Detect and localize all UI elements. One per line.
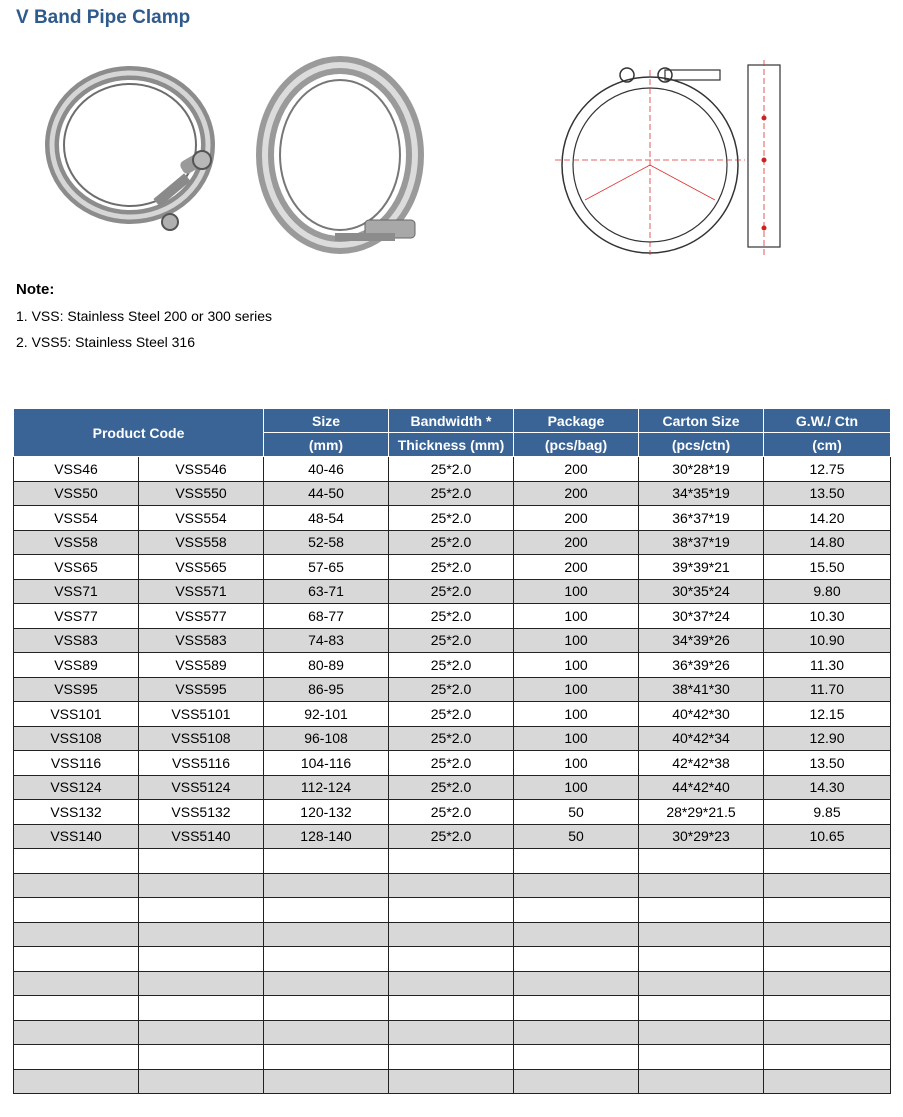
cell-package: 200 <box>514 555 639 580</box>
empty-cell <box>139 873 264 898</box>
cell-carton-size: 36*39*26 <box>639 653 764 678</box>
table-row <box>14 457 891 482</box>
cell-gw: 14.30 <box>764 775 891 800</box>
cell-bandwidth: 25*2.0 <box>389 481 514 506</box>
cell-product-code-vss: VSS65 <box>14 555 139 580</box>
cell-carton-size: 30*37*24 <box>639 604 764 629</box>
empty-cell <box>389 1045 514 1070</box>
cell-carton-size: 38*41*30 <box>639 677 764 702</box>
cell-bandwidth: 25*2.0 <box>389 628 514 653</box>
cell-bandwidth: 25*2.0 <box>389 555 514 580</box>
cell-product-code-vss5: VSS5124 <box>139 775 264 800</box>
cell-carton-size: 36*37*19 <box>639 506 764 531</box>
cell-product-code-vss: VSS116 <box>14 751 139 776</box>
empty-cell <box>264 996 389 1021</box>
cell-bandwidth: 25*2.0 <box>389 751 514 776</box>
table-row <box>14 653 891 678</box>
cell-carton-size: 34*35*19 <box>639 481 764 506</box>
empty-cell <box>514 922 639 947</box>
page-title: V Band Pipe Clamp <box>16 7 191 28</box>
empty-cell <box>139 898 264 923</box>
cell-bandwidth: 25*2.0 <box>389 506 514 531</box>
cell-package: 200 <box>514 457 639 482</box>
cell-size: 104-116 <box>264 751 389 776</box>
note-item-vss5: 2. VSS5: Stainless Steel 316 <box>16 334 195 350</box>
empty-cell <box>14 1045 139 1070</box>
cell-bandwidth: 25*2.0 <box>389 579 514 604</box>
empty-cell <box>139 849 264 874</box>
cell-product-code-vss: VSS140 <box>14 824 139 849</box>
cell-size: 120-132 <box>264 800 389 825</box>
empty-cell <box>514 996 639 1021</box>
empty-cell <box>514 971 639 996</box>
cell-gw: 12.15 <box>764 702 891 727</box>
cell-package: 100 <box>514 775 639 800</box>
clamp-photo-angled <box>245 55 435 255</box>
clamp-drawing <box>555 60 800 260</box>
empty-cell <box>639 947 764 972</box>
empty-cell <box>264 1069 389 1094</box>
cell-product-code-vss5: VSS554 <box>139 506 264 531</box>
cell-product-code-vss5: VSS5132 <box>139 800 264 825</box>
cell-bandwidth: 25*2.0 <box>389 775 514 800</box>
cell-product-code-vss: VSS77 <box>14 604 139 629</box>
cell-carton-size: 28*29*21.5 <box>639 800 764 825</box>
note-heading: Note: <box>16 281 55 298</box>
empty-cell <box>14 996 139 1021</box>
cell-size: 128-140 <box>264 824 389 849</box>
table-row <box>14 800 891 825</box>
empty-cell <box>139 1045 264 1070</box>
table-row <box>14 677 891 702</box>
cell-gw: 12.75 <box>764 457 891 482</box>
cell-gw: 10.65 <box>764 824 891 849</box>
table-row <box>14 824 891 849</box>
empty-cell <box>14 1069 139 1094</box>
cell-size: 74-83 <box>264 628 389 653</box>
cell-product-code-vss: VSS46 <box>14 457 139 482</box>
cell-gw: 11.70 <box>764 677 891 702</box>
empty-cell <box>389 922 514 947</box>
empty-cell <box>264 1020 389 1045</box>
cell-product-code-vss5: VSS550 <box>139 481 264 506</box>
cell-gw: 9.80 <box>764 579 891 604</box>
cell-package: 200 <box>514 481 639 506</box>
empty-cell <box>139 922 264 947</box>
cell-product-code-vss: VSS89 <box>14 653 139 678</box>
cell-bandwidth: 25*2.0 <box>389 824 514 849</box>
table-row-empty <box>14 947 891 972</box>
empty-cell <box>264 849 389 874</box>
cell-bandwidth: 25*2.0 <box>389 702 514 727</box>
table-row-empty <box>14 922 891 947</box>
cell-size: 92-101 <box>264 702 389 727</box>
product-images <box>0 50 903 265</box>
table-row-empty <box>14 996 891 1021</box>
empty-cell <box>639 1045 764 1070</box>
cell-package: 100 <box>514 751 639 776</box>
empty-cell <box>264 971 389 996</box>
header-gw: G.W./ Ctn <box>764 409 891 433</box>
cell-carton-size: 40*42*30 <box>639 702 764 727</box>
table-row-empty <box>14 898 891 923</box>
empty-cell <box>514 1020 639 1045</box>
cell-package: 100 <box>514 653 639 678</box>
table-row-empty <box>14 971 891 996</box>
table-row <box>14 604 891 629</box>
cell-package: 100 <box>514 604 639 629</box>
empty-cell <box>139 1020 264 1045</box>
empty-cell <box>14 1020 139 1045</box>
empty-cell <box>264 898 389 923</box>
cell-product-code-vss5: VSS5140 <box>139 824 264 849</box>
cell-product-code-vss: VSS71 <box>14 579 139 604</box>
cell-carton-size: 30*29*23 <box>639 824 764 849</box>
empty-cell <box>514 849 639 874</box>
cell-carton-size: 38*37*19 <box>639 530 764 555</box>
cell-bandwidth: 25*2.0 <box>389 604 514 629</box>
cell-product-code-vss: VSS58 <box>14 530 139 555</box>
empty-cell <box>764 971 891 996</box>
cell-product-code-vss5: VSS577 <box>139 604 264 629</box>
cell-package: 100 <box>514 726 639 751</box>
cell-product-code-vss5: VSS571 <box>139 579 264 604</box>
cell-bandwidth: 25*2.0 <box>389 457 514 482</box>
empty-cell <box>139 947 264 972</box>
cell-gw: 12.90 <box>764 726 891 751</box>
cell-gw: 13.50 <box>764 481 891 506</box>
cell-product-code-vss5: VSS5108 <box>139 726 264 751</box>
empty-cell <box>139 971 264 996</box>
empty-cell <box>14 898 139 923</box>
table-row-empty <box>14 1045 891 1070</box>
cell-size: 96-108 <box>264 726 389 751</box>
empty-cell <box>639 1069 764 1094</box>
empty-cell <box>14 849 139 874</box>
cell-bandwidth: 25*2.0 <box>389 530 514 555</box>
cell-package: 50 <box>514 800 639 825</box>
cell-bandwidth: 25*2.0 <box>389 726 514 751</box>
note-item-vss: 1. VSS: Stainless Steel 200 or 300 series <box>16 308 273 324</box>
cell-product-code-vss: VSS54 <box>14 506 139 531</box>
empty-cell <box>639 922 764 947</box>
empty-cell <box>264 922 389 947</box>
empty-cell <box>389 873 514 898</box>
cell-size: 112-124 <box>264 775 389 800</box>
table-header-row <box>14 409 891 433</box>
empty-cell <box>264 873 389 898</box>
header-size-unit: (mm) <box>264 433 389 457</box>
empty-cell <box>764 996 891 1021</box>
empty-cell <box>764 947 891 972</box>
empty-cell <box>764 922 891 947</box>
empty-cell <box>139 1069 264 1094</box>
table-row-empty <box>14 1020 891 1045</box>
header-bandwidth: Bandwidth * <box>389 409 514 433</box>
cell-package: 50 <box>514 824 639 849</box>
cell-product-code-vss: VSS95 <box>14 677 139 702</box>
cell-product-code-vss: VSS83 <box>14 628 139 653</box>
header-thickness: Thickness (mm) <box>389 433 514 457</box>
cell-bandwidth: 25*2.0 <box>389 677 514 702</box>
empty-cell <box>14 922 139 947</box>
cell-size: 86-95 <box>264 677 389 702</box>
table-row <box>14 726 891 751</box>
cell-carton-size: 30*35*24 <box>639 579 764 604</box>
cell-product-code-vss: VSS124 <box>14 775 139 800</box>
empty-cell <box>14 873 139 898</box>
cell-product-code-vss5: VSS589 <box>139 653 264 678</box>
empty-cell <box>389 1069 514 1094</box>
empty-cell <box>14 947 139 972</box>
empty-cell <box>514 1069 639 1094</box>
cell-package: 200 <box>514 506 639 531</box>
spec-table <box>13 408 891 1094</box>
empty-cell <box>639 849 764 874</box>
header-product-code: Product Code <box>14 409 264 457</box>
empty-cell <box>139 996 264 1021</box>
cell-package: 100 <box>514 579 639 604</box>
empty-cell <box>764 898 891 923</box>
cell-product-code-vss: VSS50 <box>14 481 139 506</box>
table-row <box>14 579 891 604</box>
empty-cell <box>764 873 891 898</box>
cell-carton-size: 30*28*19 <box>639 457 764 482</box>
cell-package: 100 <box>514 628 639 653</box>
empty-cell <box>639 996 764 1021</box>
table-row <box>14 506 891 531</box>
header-size: Size <box>264 409 389 433</box>
cell-bandwidth: 25*2.0 <box>389 653 514 678</box>
cell-gw: 15.50 <box>764 555 891 580</box>
cell-product-code-vss: VSS132 <box>14 800 139 825</box>
cell-gw: 14.20 <box>764 506 891 531</box>
cell-size: 48-54 <box>264 506 389 531</box>
cell-product-code-vss5: VSS546 <box>139 457 264 482</box>
header-package: Package <box>514 409 639 433</box>
header-carton-unit: (pcs/ctn) <box>639 433 764 457</box>
empty-cell <box>264 947 389 972</box>
empty-cell <box>764 1069 891 1094</box>
empty-cell <box>639 971 764 996</box>
empty-cell <box>639 1020 764 1045</box>
empty-cell <box>514 898 639 923</box>
empty-cell <box>764 1045 891 1070</box>
empty-cell <box>389 849 514 874</box>
table-row <box>14 530 891 555</box>
cell-product-code-vss5: VSS5101 <box>139 702 264 727</box>
table-row-empty <box>14 873 891 898</box>
cell-carton-size: 40*42*34 <box>639 726 764 751</box>
cell-gw: 13.50 <box>764 751 891 776</box>
table-row-empty <box>14 849 891 874</box>
header-carton: Carton Size <box>639 409 764 433</box>
cell-package: 200 <box>514 530 639 555</box>
header-gw-unit: (cm) <box>764 433 891 457</box>
empty-cell <box>514 947 639 972</box>
cell-size: 68-77 <box>264 604 389 629</box>
empty-cell <box>639 873 764 898</box>
cell-product-code-vss5: VSS558 <box>139 530 264 555</box>
cell-size: 52-58 <box>264 530 389 555</box>
cell-carton-size: 39*39*21 <box>639 555 764 580</box>
cell-product-code-vss5: VSS595 <box>139 677 264 702</box>
cell-package: 100 <box>514 677 639 702</box>
cell-size: 63-71 <box>264 579 389 604</box>
empty-cell <box>389 996 514 1021</box>
header-package-unit: (pcs/bag) <box>514 433 639 457</box>
cell-size: 44-50 <box>264 481 389 506</box>
cell-carton-size: 44*42*40 <box>639 775 764 800</box>
cell-product-code-vss5: VSS5116 <box>139 751 264 776</box>
empty-cell <box>639 898 764 923</box>
cell-bandwidth: 25*2.0 <box>389 800 514 825</box>
cell-gw: 11.30 <box>764 653 891 678</box>
cell-product-code-vss: VSS101 <box>14 702 139 727</box>
cell-size: 57-65 <box>264 555 389 580</box>
cell-gw: 10.30 <box>764 604 891 629</box>
cell-size: 40-46 <box>264 457 389 482</box>
empty-cell <box>514 873 639 898</box>
table-row <box>14 481 891 506</box>
cell-package: 100 <box>514 702 639 727</box>
cell-size: 80-89 <box>264 653 389 678</box>
empty-cell <box>264 1045 389 1070</box>
empty-cell <box>14 971 139 996</box>
cell-carton-size: 42*42*38 <box>639 751 764 776</box>
table-row <box>14 775 891 800</box>
cell-carton-size: 34*39*26 <box>639 628 764 653</box>
table-row <box>14 555 891 580</box>
table-row-empty <box>14 1069 891 1094</box>
cell-product-code-vss5: VSS583 <box>139 628 264 653</box>
cell-gw: 9.85 <box>764 800 891 825</box>
cell-gw: 14.80 <box>764 530 891 555</box>
clamp-photo-front <box>40 60 230 240</box>
cell-product-code-vss5: VSS565 <box>139 555 264 580</box>
empty-cell <box>514 1045 639 1070</box>
empty-cell <box>764 1020 891 1045</box>
empty-cell <box>764 849 891 874</box>
table-row <box>14 628 891 653</box>
table-row <box>14 751 891 776</box>
cell-gw: 10.90 <box>764 628 891 653</box>
empty-cell <box>389 898 514 923</box>
table-row <box>14 702 891 727</box>
empty-cell <box>389 1020 514 1045</box>
cell-product-code-vss: VSS108 <box>14 726 139 751</box>
empty-cell <box>389 971 514 996</box>
empty-cell <box>389 947 514 972</box>
